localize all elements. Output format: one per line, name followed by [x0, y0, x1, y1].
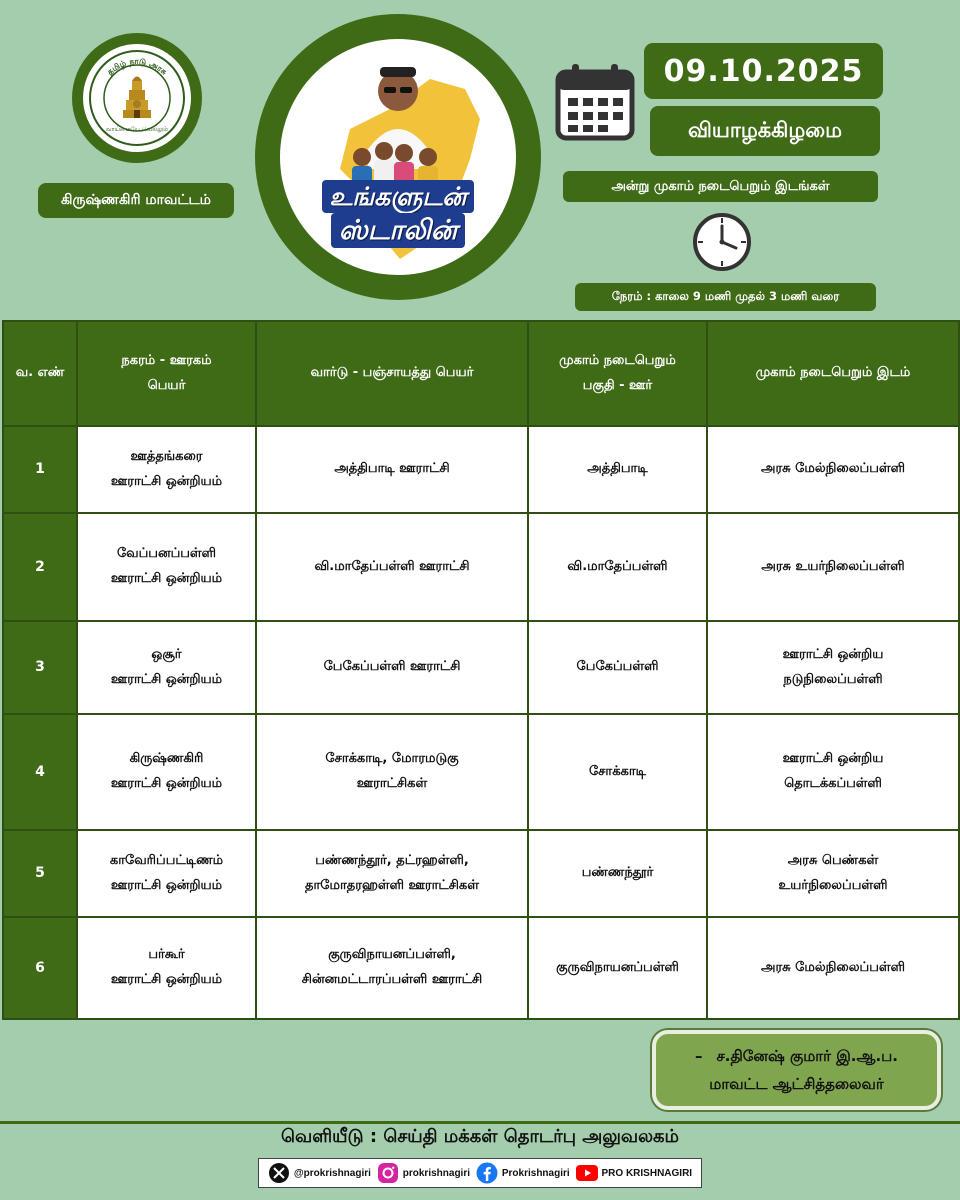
- social-instagram[interactable]: [377, 1162, 470, 1184]
- village-cell: அத்திபாடி: [528, 426, 707, 513]
- signature-dash: –: [694, 1046, 703, 1065]
- youtube-handle: PRO KRISHNAGIRI: [601, 1167, 693, 1179]
- serial-no-cell: 3: [3, 621, 77, 714]
- village-cell: குருவிநாயனப்பள்ளி: [528, 917, 707, 1019]
- area-cell: காவேரிப்பட்டிணம் ஊராட்சி ஒன்றியம்: [77, 830, 256, 917]
- area-cell: ஒசூர் ஊராட்சி ஒன்றியம்: [77, 621, 256, 714]
- table-row: [3, 513, 959, 621]
- emblem-ring-text: தமிழ் நாடு அரசு: [105, 56, 169, 77]
- camp-timing: நேரம் : காலை 9 மணி முதல் 3 மணி வரை: [575, 283, 876, 311]
- area-cell: வேப்பனப்பள்ளி ஊராட்சி ஒன்றியம்: [77, 513, 256, 621]
- header-camp-village: முகாம் நடைபெறும் பகுதி - ஊர்: [528, 321, 707, 426]
- social-media-bar: [258, 1158, 702, 1188]
- youtube-icon: [576, 1165, 598, 1181]
- panchayat-cell: பண்ணந்தூர், தட்ரஹள்ளி, தாமோதரஹள்ளி ஊராட்சிகள்: [256, 830, 528, 917]
- collector-designation: மாவட்ட ஆட்சித்தலைவர்: [709, 1075, 884, 1093]
- social-x[interactable]: [268, 1162, 371, 1184]
- header-camp-venue: முகாம் நடைபெறும் இடம்: [707, 321, 959, 426]
- facebook-icon: [476, 1162, 498, 1184]
- instagram-handle: prokrishnagiri: [402, 1167, 471, 1179]
- campaign-logo-ring: [255, 14, 541, 300]
- instagram-icon: [377, 1162, 399, 1184]
- district-name-badge: கிருஷ்ணகிரி மாவட்டம்: [38, 183, 234, 218]
- facebook-handle: Prokrishnagiri: [501, 1167, 570, 1179]
- venue-caption: அன்று முகாம் நடைபெறும் இடங்கள்: [563, 171, 878, 202]
- serial-no-cell: 6: [3, 917, 77, 1019]
- collector-name: ச.தினேஷ் குமார் இ.ஆ.ப.: [716, 1046, 899, 1065]
- village-cell: பண்ணந்தூர்: [528, 830, 707, 917]
- event-day: வியாழக்கிழமை: [650, 106, 880, 156]
- x-handle: @prokrishnagiri: [293, 1167, 371, 1179]
- area-cell: கிருஷ்ணகிரி ஊராட்சி ஒன்றியம்: [77, 714, 256, 830]
- area-cell: ஊத்தங்கரை ஊராட்சி ஒன்றியம்: [77, 426, 256, 513]
- publisher-line: வெளியீடு : செய்தி மக்கள் தொடர்பு அலுவலகம்: [280, 1126, 680, 1147]
- serial-no-cell: 1: [3, 426, 77, 513]
- serial-no-cell: 5: [3, 830, 77, 917]
- venue-cell: அரசு உயர்நிலைப்பள்ளி: [707, 513, 959, 621]
- emblem-ring: [72, 33, 202, 163]
- panchayat-cell: அத்திபாடி ஊராட்சி: [256, 426, 528, 513]
- social-facebook[interactable]: [476, 1162, 570, 1184]
- table-row: [3, 830, 959, 917]
- header-area-name: நகரம் - ஊரகம் பெயர்: [77, 321, 256, 426]
- venue-cell: அரசு மேல்நிலைப்பள்ளி: [707, 426, 959, 513]
- collector-signature: [652, 1030, 941, 1110]
- panchayat-cell: வி.மாதேப்பள்ளி ஊராட்சி: [256, 513, 528, 621]
- venue-cell: அரசு பெண்கள் உயர்நிலைப்பள்ளி: [707, 830, 959, 917]
- area-cell: பர்கூர் ஊராட்சி ஒன்றியம்: [77, 917, 256, 1019]
- tamil-nadu-emblem-icon: [83, 44, 191, 152]
- campaign-title-line1: உங்களுடன்: [322, 180, 475, 213]
- calendar-icon: [554, 62, 636, 142]
- campaign-title-line2: ஸ்டாலின்: [331, 213, 465, 248]
- panchayat-cell: குருவிநாயனப்பள்ளி, சின்னமட்டாரப்பள்ளி ஊராட்சி: [256, 917, 528, 1019]
- emblem-motto: வாய்மையே வெல்லும்: [105, 126, 169, 133]
- table-header-row: [3, 321, 959, 426]
- table-row: [3, 917, 959, 1019]
- table-row: [3, 621, 959, 714]
- social-youtube[interactable]: [576, 1165, 693, 1181]
- village-cell: சோக்காடி: [528, 714, 707, 830]
- footer-divider: [0, 1121, 960, 1124]
- table-row: [3, 426, 959, 513]
- panchayat-cell: பேகேப்பள்ளி ஊராட்சி: [256, 621, 528, 714]
- venue-cell: அரசு மேல்நிலைப்பள்ளி: [707, 917, 959, 1019]
- venue-cell: ஊராட்சி ஒன்றிய தொடக்கப்பள்ளி: [707, 714, 959, 830]
- table-row: [3, 714, 959, 830]
- clock-icon: [692, 212, 752, 272]
- camp-schedule-table: [2, 320, 960, 1020]
- event-date: 09.10.2025: [644, 43, 883, 99]
- header-panchayat-name: வார்டு - பஞ்சாயத்து பெயர்: [256, 321, 528, 426]
- x-logo-icon: [268, 1162, 290, 1184]
- serial-no-cell: 4: [3, 714, 77, 830]
- header-serial-no: வ. எண்: [3, 321, 77, 426]
- village-cell: பேகேப்பள்ளி: [528, 621, 707, 714]
- venue-cell: ஊராட்சி ஒன்றிய நடுநிலைப்பள்ளி: [707, 621, 959, 714]
- village-cell: வி.மாதேப்பள்ளி: [528, 513, 707, 621]
- panchayat-cell: சோக்காடி, மோரமடுகு ஊராட்சிகள்: [256, 714, 528, 830]
- campaign-logo: [280, 39, 516, 275]
- serial-no-cell: 2: [3, 513, 77, 621]
